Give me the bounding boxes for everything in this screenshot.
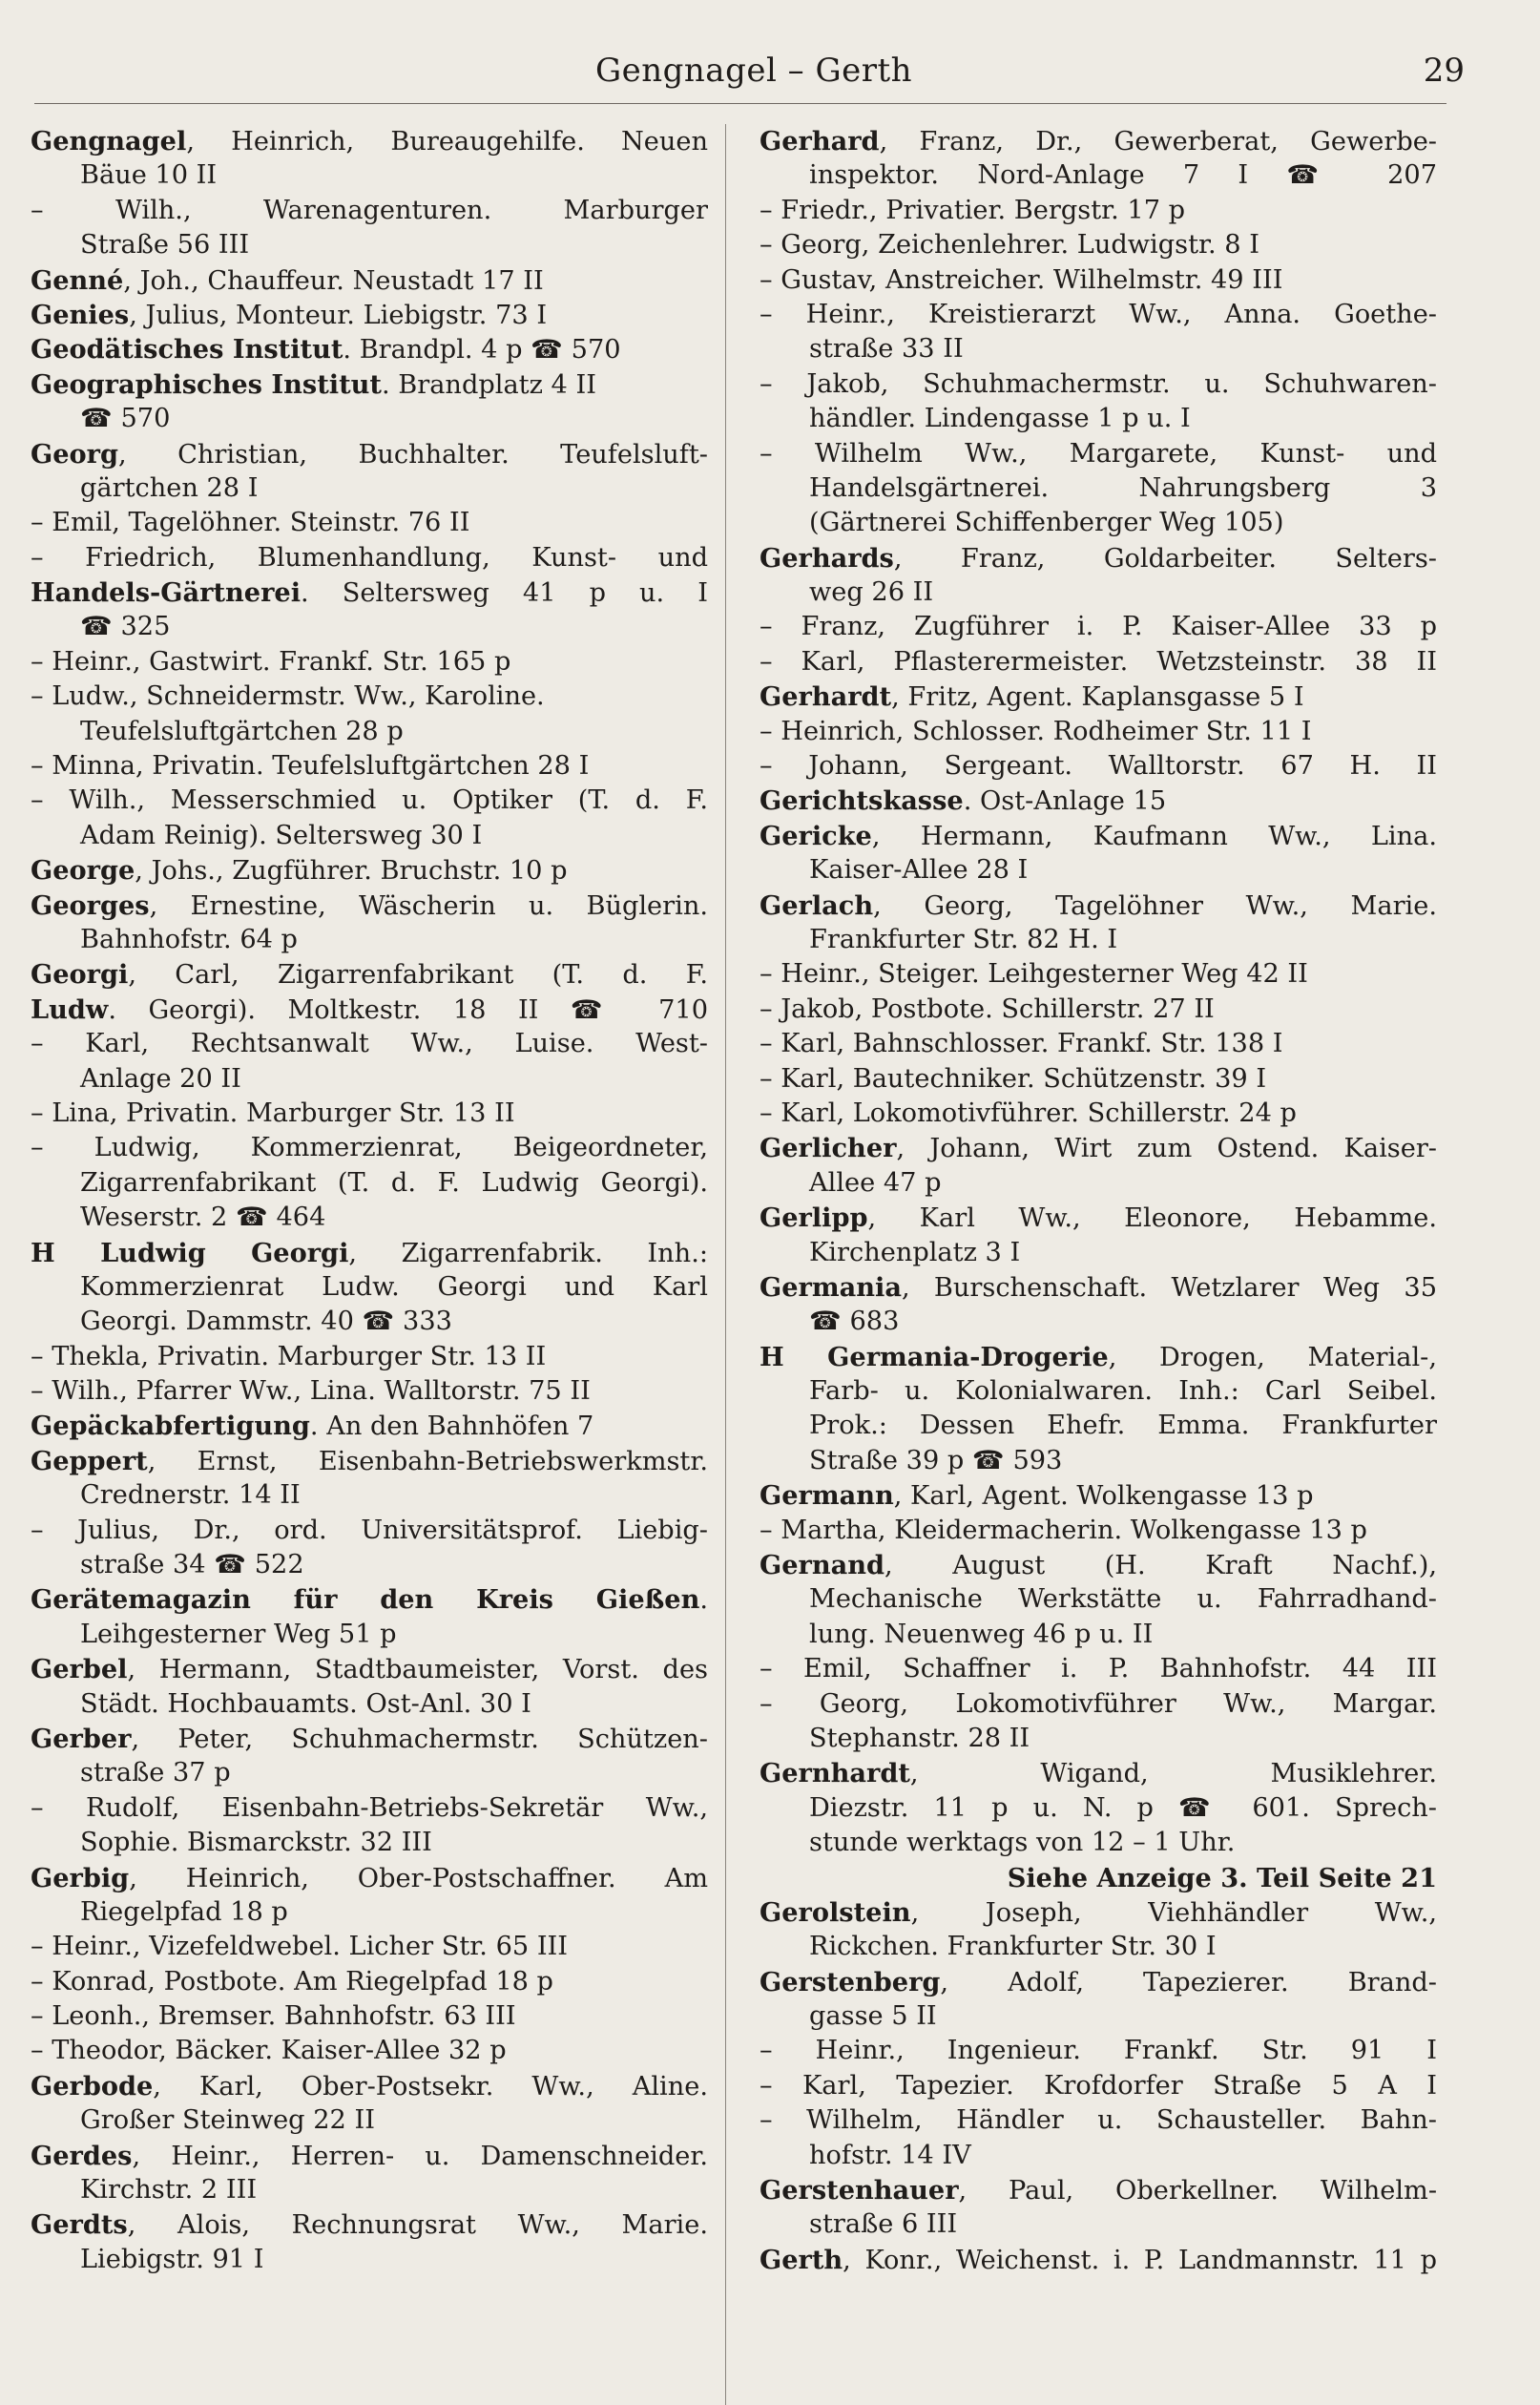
directory-line bbox=[760, 1652, 1437, 1686]
directory-line bbox=[760, 367, 1437, 402]
entry-name: Geographisches Institut bbox=[31, 368, 382, 400]
directory-line bbox=[760, 124, 1437, 158]
directory-line-text: Kirchenplatz 3 I bbox=[809, 1237, 1021, 1267]
directory-line bbox=[31, 1687, 708, 1722]
directory-line bbox=[760, 1582, 1437, 1617]
directory-line-text: Gernand, August (H. Kraft Nachf.), bbox=[760, 1550, 1437, 1581]
directory-line-text: (Gärtnerei Schiffenberger Weg 105) bbox=[809, 508, 1284, 538]
directory-line bbox=[31, 367, 708, 402]
directory-line bbox=[31, 1618, 708, 1652]
directory-line bbox=[31, 1131, 708, 1165]
directory-line bbox=[760, 1201, 1437, 1235]
directory-line bbox=[760, 1131, 1437, 1165]
directory-line-text: Teufelsluftgärtchen 28 p bbox=[80, 716, 404, 746]
directory-line bbox=[31, 957, 708, 992]
directory-line bbox=[31, 784, 708, 818]
directory-line-text: Gerbode, Karl, Ober-Postsekr. Ww., Aline. bbox=[31, 2070, 708, 2102]
directory-line-text: – Karl, Tapezier. Krofdorfer Straße 5 A I bbox=[760, 2070, 1437, 2101]
directory-line bbox=[760, 332, 1437, 366]
directory-line bbox=[760, 158, 1437, 193]
directory-line bbox=[31, 2103, 708, 2138]
directory-line bbox=[760, 819, 1437, 853]
directory-line bbox=[31, 298, 708, 332]
directory-line-text: Genné, Joh., Chauffeur. Neustadt 17 II bbox=[31, 264, 544, 296]
directory-line bbox=[31, 1965, 708, 1999]
directory-line-text: Gerätemagazin für den Kreis Gießen. bbox=[31, 1584, 708, 1616]
entry-name: Gericke bbox=[760, 820, 872, 851]
directory-line-text: – Wilhelm, Händler u. Schausteller. Bahn- bbox=[760, 2105, 1437, 2136]
directory-line bbox=[31, 1999, 708, 2034]
directory-line bbox=[760, 1444, 1437, 1478]
running-title: Gengnagel – Gerth bbox=[594, 52, 913, 90]
directory-line-text: – Heinr., Kreistierarzt Ww., Anna. Goethe- bbox=[760, 299, 1437, 329]
directory-line-text: Stephanstr. 28 II bbox=[809, 1723, 1030, 1753]
directory-line-text: gärtchen 28 I bbox=[80, 472, 259, 503]
directory-line-text: Liebigstr. 91 I bbox=[80, 2244, 264, 2274]
directory-line bbox=[760, 1756, 1437, 1790]
directory-line bbox=[31, 2207, 708, 2242]
directory-line bbox=[760, 1618, 1437, 1652]
directory-line bbox=[31, 2173, 708, 2207]
directory-line bbox=[760, 1409, 1437, 1443]
directory-line-text: Kaiser-Allee 28 I bbox=[809, 855, 1029, 886]
directory-line bbox=[31, 853, 708, 888]
directory-line-text: – Georg, Lokomotivführer Ww., Margar. bbox=[760, 1688, 1437, 1719]
entry-name: Siehe Anzeige 3 bbox=[1007, 1862, 1239, 1893]
directory-line-text: Geppert, Ernst, Eisenbahn-Betriebswerkmstr. bbox=[31, 1445, 708, 1476]
directory-line-text: straße 33 II bbox=[809, 334, 964, 365]
entry-name: H Germania-Drogerie bbox=[760, 1341, 1109, 1372]
directory-line bbox=[31, 332, 708, 366]
directory-line-text: H Germania-Drogerie, Drogen, Material-, bbox=[760, 1341, 1437, 1372]
page-number: 29 bbox=[1423, 52, 1465, 90]
directory-line-text: Rickchen. Frankfurter Str. 30 I bbox=[809, 1932, 1217, 1962]
directory-line bbox=[31, 575, 708, 610]
directory-line-text: Großer Steinweg 22 II bbox=[80, 2105, 375, 2136]
right-column bbox=[760, 124, 1437, 2376]
directory-line-text: Bäue 10 II bbox=[80, 160, 218, 191]
directory-line bbox=[760, 1895, 1437, 1930]
directory-line-text: – Gustav, Anstreicher. Wilhelmstr. 49 III bbox=[760, 264, 1283, 295]
directory-line bbox=[31, 645, 708, 680]
directory-line-text: – Karl, Bahnschlosser. Frankf. Str. 138 I bbox=[760, 1029, 1283, 1059]
entry-name: Georg bbox=[31, 438, 118, 470]
directory-line-text: Gerlicher, Johann, Wirt zum Ostend. Kaiser- bbox=[760, 1133, 1437, 1164]
entry-name: Georges bbox=[31, 889, 150, 921]
directory-line bbox=[760, 402, 1437, 436]
directory-line-text: Gerlipp, Karl Ww., Eleonore, Hebamme. bbox=[760, 1202, 1437, 1234]
directory-line-text: – Ludwig, Kommerzienrat, Beigeordneter, bbox=[31, 1133, 708, 1163]
directory-line bbox=[760, 575, 1437, 610]
directory-line-text: händler. Lindengasse 1 p u. I bbox=[809, 404, 1191, 434]
directory-line-text: – Wilhelm Ww., Margarete, Kunst- und bbox=[760, 438, 1437, 469]
directory-line-text: Straße 56 III bbox=[80, 230, 250, 261]
directory-line-text: Frankfurter Str. 82 H. I bbox=[809, 924, 1118, 954]
directory-line-text: Ludw. Georgi). Moltkestr. 18 II ☎ 710 bbox=[31, 993, 708, 1025]
directory-line bbox=[760, 194, 1437, 228]
directory-line-text: straße 6 III bbox=[809, 2209, 958, 2240]
directory-line-text: inspektor. Nord-Anlage 7 I ☎ 207 bbox=[809, 160, 1437, 191]
directory-line-text: Gerlach, Georg, Tagelöhner Ww., Marie. bbox=[760, 889, 1437, 921]
directory-line-text: – Leonh., Bremser. Bahnhofstr. 63 III bbox=[31, 2001, 516, 2032]
entry-name: Gepäckabfertigung bbox=[31, 1411, 310, 1442]
directory-line bbox=[760, 1166, 1437, 1201]
directory-line bbox=[31, 158, 708, 193]
directory-line bbox=[760, 437, 1437, 471]
column-divider bbox=[725, 124, 726, 2405]
directory-line bbox=[760, 506, 1437, 540]
entry-name: Gerbel bbox=[31, 1654, 128, 1685]
directory-line-text: ☎ 325 bbox=[80, 612, 171, 642]
entry-name: Gerdes bbox=[31, 2140, 133, 2171]
directory-line-text: Adam Reinig). Seltersweg 30 I bbox=[80, 820, 483, 850]
directory-line bbox=[760, 1514, 1437, 1548]
entry-name: Gerhards bbox=[760, 542, 894, 574]
entry-name: Gerhardt bbox=[760, 681, 892, 713]
directory-line-text: Kirchstr. 2 III bbox=[80, 2175, 258, 2206]
directory-line bbox=[760, 471, 1437, 506]
directory-line bbox=[760, 610, 1437, 644]
directory-line-text: straße 34 ☎ 522 bbox=[80, 1550, 304, 1580]
entry-name: Gerstenberg bbox=[760, 1966, 941, 1997]
directory-line bbox=[31, 1166, 708, 1201]
directory-line bbox=[760, 2034, 1437, 2068]
directory-line-text: – Minna, Privatin. Teufelsluftgärtchen 28 I bbox=[31, 751, 590, 782]
entry-name: Geppert bbox=[31, 1445, 148, 1476]
directory-line bbox=[31, 1340, 708, 1374]
directory-line-text: – Jakob, Postbote. Schillerstr. 27 II bbox=[760, 993, 1215, 1024]
directory-line bbox=[31, 1861, 708, 1895]
directory-line-text: Anlage 20 II bbox=[80, 1063, 241, 1094]
directory-line-text: – Julius, Dr., ord. Universitätsprof. Liebig- bbox=[31, 1515, 708, 1545]
directory-line bbox=[31, 1722, 708, 1756]
directory-line-text: Genies, Julius, Monteur. Liebigstr. 73 I bbox=[31, 299, 548, 330]
directory-line bbox=[760, 1548, 1437, 1582]
directory-line bbox=[31, 1305, 708, 1339]
directory-line-text: – Heinr., Steiger. Leihgesterner Weg 42 II bbox=[760, 959, 1308, 990]
directory-line-text: Riegelpfad 18 p bbox=[80, 1896, 288, 1927]
directory-line bbox=[31, 1374, 708, 1409]
directory-line-text: Gerber, Peter, Schuhmachermstr. Schützen- bbox=[31, 1723, 708, 1754]
entry-name: Germann bbox=[760, 1480, 894, 1512]
directory-line bbox=[31, 2243, 708, 2277]
directory-line bbox=[31, 993, 708, 1027]
directory-line bbox=[31, 1270, 708, 1305]
directory-line bbox=[760, 784, 1437, 818]
directory-line-text: Mechanische Werkstätte u. Fahrradhand- bbox=[809, 1584, 1437, 1615]
directory-line-text: Diezstr. 11 p u. N. p ☎ 601. Sprech- bbox=[809, 1792, 1437, 1823]
directory-line-text: Gerhard, Franz, Dr., Gewerberat, Gewerbe- bbox=[760, 126, 1437, 157]
directory-line-text: Gerolstein, Joseph, Viehhändler Ww., bbox=[760, 1896, 1437, 1928]
entry-name: Georgi bbox=[31, 959, 129, 991]
directory-line-text: Handels-Gärtnerei. Seltersweg 41 p u. I bbox=[31, 577, 708, 609]
directory-line bbox=[31, 471, 708, 506]
entry-name: Geodätisches Institut bbox=[31, 334, 343, 366]
directory-line-text: – Friedr., Privatier. Bergstr. 17 p bbox=[760, 195, 1186, 225]
directory-line bbox=[760, 298, 1437, 332]
entry-name: George bbox=[31, 855, 135, 887]
directory-line-text: H Ludwig Georgi, Zigarrenfabrik. Inh.: bbox=[31, 1237, 708, 1268]
directory-line-text: Gerbig, Heinrich, Ober-Postschaffner. Am bbox=[31, 1862, 708, 1893]
directory-line-text: – Karl, Rechtsanwalt Ww., Luise. West- bbox=[31, 1029, 708, 1059]
directory-line-text: – Karl, Lokomotivführer. Schillerstr. 24 p bbox=[760, 1098, 1297, 1128]
page-header bbox=[0, 46, 1540, 103]
directory-line-text: ☎ 683 bbox=[809, 1307, 900, 1337]
directory-line bbox=[31, 124, 708, 158]
directory-line-text: – Wilh., Warenagenturen. Marburger bbox=[31, 195, 708, 225]
directory-line bbox=[760, 957, 1437, 992]
directory-line-text: – Heinr., Vizefeldwebel. Licher Str. 65 III bbox=[31, 1932, 569, 1962]
directory-line-text: – Wilh., Messerschmied u. Optiker (T. d. F. bbox=[31, 785, 708, 816]
directory-line-text: – Martha, Kleidermacherin. Wolkengasse 13 p bbox=[760, 1515, 1367, 1545]
entry-name: Gerlipp bbox=[760, 1202, 868, 1234]
directory-line-text: Farb- u. Kolonialwaren. Inh.: Carl Seibel. bbox=[809, 1376, 1437, 1407]
directory-line bbox=[31, 2034, 708, 2068]
header-rule bbox=[34, 103, 1446, 104]
entry-name: H Ludwig Georgi bbox=[31, 1237, 349, 1268]
directory-line bbox=[31, 1409, 708, 1443]
directory-line bbox=[760, 889, 1437, 923]
directory-line-text: straße 37 p bbox=[80, 1758, 231, 1788]
directory-line bbox=[31, 2139, 708, 2173]
directory-line bbox=[31, 1826, 708, 1860]
directory-line bbox=[760, 680, 1437, 714]
directory-line bbox=[760, 1826, 1437, 1860]
directory-line bbox=[760, 1478, 1437, 1513]
directory-line-text: – Wilh., Pfarrer Ww., Lina. Walltorstr. 75 II bbox=[31, 1376, 591, 1407]
entry-name: Gernand bbox=[760, 1550, 884, 1581]
directory-line-text: – Jakob, Schuhmachermstr. u. Schuhwaren- bbox=[760, 368, 1437, 399]
directory-line-text: stunde werktags von 12 – 1 Uhr. bbox=[809, 1828, 1236, 1858]
entry-name: Gerth bbox=[760, 2244, 843, 2275]
directory-line-text: Gerdes, Heinr., Herren- u. Damenschneider. bbox=[31, 2140, 708, 2171]
directory-line bbox=[31, 1895, 708, 1930]
directory-line bbox=[31, 1791, 708, 1826]
directory-line-text: Georg, Christian, Buchhalter. Teufelsluft- bbox=[31, 438, 708, 470]
directory-line bbox=[31, 1027, 708, 1061]
directory-line-text: hofstr. 14 IV bbox=[809, 2140, 971, 2170]
directory-line-text: Straße 39 p ☎ 593 bbox=[809, 1445, 1063, 1475]
directory-line-text: Gerstenhauer, Paul, Oberkellner. Wilhelm- bbox=[760, 2175, 1437, 2206]
directory-line-text: Kommerzienrat Ludw. Georgi und Karl bbox=[80, 1271, 708, 1302]
directory-line bbox=[760, 645, 1437, 680]
directory-line-text: Gerth, Konr., Weichenst. i. P. Landmannstr. 11 p bbox=[760, 2244, 1437, 2275]
directory-line bbox=[31, 1478, 708, 1513]
directory-line bbox=[760, 1861, 1437, 1895]
directory-line-text: – Karl, Bautechniker. Schützenstr. 39 I bbox=[760, 1063, 1267, 1094]
directory-line bbox=[31, 541, 708, 575]
directory-line-text: Weserstr. 2 ☎ 464 bbox=[80, 1202, 326, 1233]
directory-line bbox=[760, 2139, 1437, 2173]
directory-line-text: Zigarrenfabrikant (T. d. F. Ludwig Georgi). bbox=[80, 1167, 708, 1198]
directory-line bbox=[31, 1444, 708, 1478]
directory-line bbox=[760, 1374, 1437, 1409]
directory-line bbox=[31, 923, 708, 957]
directory-line bbox=[31, 889, 708, 923]
directory-line-text: – Theodor, Bäcker. Kaiser-Allee 32 p bbox=[31, 2036, 507, 2066]
directory-line bbox=[31, 1201, 708, 1235]
directory-line bbox=[760, 1062, 1437, 1097]
directory-line bbox=[31, 228, 708, 262]
directory-line bbox=[31, 2069, 708, 2103]
directory-line bbox=[760, 2207, 1437, 2242]
directory-line-text: Prok.: Dessen Ehefr. Emma. Frankfurter bbox=[809, 1411, 1437, 1441]
directory-line bbox=[760, 1999, 1437, 2034]
directory-line bbox=[31, 1652, 708, 1686]
entry-name: Handels-Gärtnerei bbox=[31, 577, 302, 609]
directory-line bbox=[760, 1687, 1437, 1722]
entry-name: Gerbode bbox=[31, 2070, 154, 2102]
directory-line bbox=[31, 506, 708, 540]
directory-line-text: – Ludw., Schneidermstr. Ww., Karoline. bbox=[31, 681, 545, 712]
directory-line bbox=[31, 819, 708, 853]
directory-line bbox=[31, 194, 708, 228]
directory-line-text: – Emil, Schaffner i. P. Bahnhofstr. 44 III bbox=[760, 1654, 1437, 1684]
directory-line bbox=[31, 1236, 708, 1270]
directory-line-text: Bahnhofstr. 64 p bbox=[80, 924, 298, 954]
directory-line-text: Georgi, Carl, Zigarrenfabrikant (T. d. F. bbox=[31, 959, 708, 991]
directory-line bbox=[760, 2173, 1437, 2207]
directory-line-text: Gerstenberg, Adolf, Tapezierer. Brand- bbox=[760, 1966, 1437, 1997]
entry-name: Gerdts bbox=[31, 2209, 128, 2241]
directory-line-text: – Konrad, Postbote. Am Riegelpfad 18 p bbox=[31, 1966, 553, 1997]
entry-name: Ludw bbox=[31, 993, 109, 1025]
directory-line-text: Gerhards, Franz, Goldarbeiter. Selters- bbox=[760, 542, 1437, 574]
directory-line bbox=[31, 749, 708, 784]
directory-line-text: Germann, Karl, Agent. Wolkengasse 13 p bbox=[760, 1480, 1314, 1512]
directory-line-text: ☎ 570 bbox=[80, 404, 171, 434]
directory-line-text: – Thekla, Privatin. Marburger Str. 13 II bbox=[31, 1341, 547, 1371]
directory-line-text: Städt. Hochbauamts. Ost-Anl. 30 I bbox=[80, 1688, 531, 1719]
directory-line bbox=[31, 1548, 708, 1582]
directory-line-text: Crednerstr. 14 II bbox=[80, 1480, 301, 1511]
directory-line-text: Georgi. Dammstr. 40 ☎ 333 bbox=[80, 1307, 452, 1337]
directory-line bbox=[760, 1236, 1437, 1270]
entry-name: Gerbig bbox=[31, 1862, 130, 1893]
directory-line bbox=[31, 437, 708, 471]
directory-line bbox=[31, 1930, 708, 1964]
directory-line bbox=[31, 263, 708, 298]
directory-line bbox=[760, 2103, 1437, 2138]
directory-line bbox=[760, 1722, 1437, 1756]
entry-name: Gengnagel bbox=[31, 126, 187, 157]
directory-line bbox=[760, 2243, 1437, 2277]
entry-name: Gerhard bbox=[760, 126, 880, 157]
directory-line-text: Germania, Burschenschaft. Wetzlarer Weg 35 bbox=[760, 1271, 1437, 1303]
directory-line-text: Sophie. Bismarckstr. 32 III bbox=[80, 1828, 432, 1858]
directory-line-text: Allee 47 p bbox=[809, 1167, 942, 1198]
entry-name: Gerätemagazin für den Kreis Gießen bbox=[31, 1584, 700, 1616]
directory-line bbox=[760, 263, 1437, 298]
directory-line bbox=[760, 228, 1437, 262]
directory-line-text: Gerichtskasse. Ost-Anlage 15 bbox=[760, 785, 1167, 817]
directory-line bbox=[31, 610, 708, 644]
directory-line bbox=[31, 1062, 708, 1097]
directory-line-text: – Heinr., Ingenieur. Frankf. Str. 91 I bbox=[760, 2036, 1437, 2066]
directory-line-text: Gerhardt, Fritz, Agent. Kaplansgasse 5 I bbox=[760, 681, 1304, 713]
directory-line-text: – Heinrich, Schlosser. Rodheimer Str. 11 I bbox=[760, 716, 1312, 746]
directory-line-text: Gengnagel, Heinrich, Bureaugehilfe. Neuen bbox=[31, 126, 708, 157]
directory-line-text: Leihgesterner Weg 51 p bbox=[80, 1619, 397, 1649]
directory-line-text: – Georg, Zeichenlehrer. Ludwigstr. 8 I bbox=[760, 230, 1259, 261]
directory-line bbox=[31, 1756, 708, 1790]
directory-line bbox=[760, 1270, 1437, 1305]
directory-line-text: – Lina, Privatin. Marburger Str. 13 II bbox=[31, 1098, 515, 1128]
directory-line bbox=[760, 749, 1437, 784]
entry-name: Gerlach bbox=[760, 889, 874, 921]
entry-name: Gerlicher bbox=[760, 1133, 897, 1164]
directory-line-text: Handelsgärtnerei. Nahrungsberg 3 bbox=[809, 472, 1437, 503]
directory-line bbox=[760, 2069, 1437, 2103]
directory-line bbox=[760, 541, 1437, 575]
directory-line-text: – Friedrich, Blumenhandlung, Kunst- und bbox=[31, 542, 708, 573]
directory-line-text: Siehe Anzeige 3. Teil Seite 21 bbox=[1007, 1862, 1437, 1893]
directory-line-text: Gerdts, Alois, Rechnungsrat Ww., Marie. bbox=[31, 2209, 708, 2241]
directory-line bbox=[760, 993, 1437, 1027]
directory-line-text: Georges, Ernestine, Wäscherin u. Büglerin. bbox=[31, 889, 708, 921]
directory-line-text: weg 26 II bbox=[809, 577, 934, 608]
directory-line-text: George, Johs., Zugführer. Bruchstr. 10 p bbox=[31, 855, 568, 887]
directory-line bbox=[31, 1582, 708, 1617]
directory-line-text: – Johann, Sergeant. Walltorstr. 67 H. II bbox=[760, 751, 1437, 782]
entry-name: Gernhardt bbox=[760, 1758, 910, 1789]
directory-line-text: Gericke, Hermann, Kaufmann Ww., Lina. bbox=[760, 820, 1437, 851]
directory-line-text: gasse 5 II bbox=[809, 2001, 937, 2032]
directory-line bbox=[31, 402, 708, 436]
entry-name: Gerichtskasse bbox=[760, 785, 964, 817]
directory-line bbox=[31, 1097, 708, 1131]
directory-line bbox=[760, 715, 1437, 749]
directory-line bbox=[31, 1514, 708, 1548]
directory-line bbox=[760, 1791, 1437, 1826]
directory-line bbox=[760, 1305, 1437, 1339]
entry-name: Gerstenhauer bbox=[760, 2175, 959, 2206]
entry-name: Genies bbox=[31, 299, 130, 330]
directory-line bbox=[760, 1930, 1437, 1964]
directory-line bbox=[31, 680, 708, 714]
directory-line-text: – Karl, Pflasterermeister. Wetzsteinstr. 38 II bbox=[760, 646, 1437, 677]
directory-line-text: lung. Neuenweg 46 p u. II bbox=[809, 1619, 1154, 1649]
left-column bbox=[31, 124, 708, 2376]
directory-line bbox=[760, 853, 1437, 888]
directory-line-text: – Rudolf, Eisenbahn-Betriebs-Sekretär Ww., bbox=[31, 1792, 708, 1823]
directory-line bbox=[760, 1340, 1437, 1374]
directory-line bbox=[760, 923, 1437, 957]
directory-line-text: – Heinr., Gastwirt. Frankf. Str. 165 p bbox=[31, 646, 511, 677]
entry-name: Germania bbox=[760, 1271, 902, 1303]
directory-line bbox=[760, 1097, 1437, 1131]
directory-line-text: Gepäckabfertigung. An den Bahnhöfen 7 bbox=[31, 1411, 594, 1442]
directory-line bbox=[760, 1965, 1437, 1999]
directory-line-text: Gernhardt, Wigand, Musiklehrer. bbox=[760, 1758, 1437, 1789]
directory-line-text: Geodätisches Institut. Brandpl. 4 p ☎ 570 bbox=[31, 334, 621, 366]
directory-line bbox=[31, 715, 708, 749]
directory-line bbox=[760, 1027, 1437, 1061]
directory-line-text: – Emil, Tagelöhner. Steinstr. 76 II bbox=[31, 508, 470, 538]
entry-name: Genné bbox=[31, 264, 124, 296]
directory-line-text: Gerbel, Hermann, Stadtbaumeister, Vorst. des bbox=[31, 1654, 708, 1685]
entry-name: Gerber bbox=[31, 1723, 132, 1754]
directory-line-text: Geographisches Institut. Brandplatz 4 II bbox=[31, 368, 596, 400]
directory-line-text: – Franz, Zugführer i. P. Kaiser-Allee 33 p bbox=[760, 612, 1437, 642]
entry-name: Gerolstein bbox=[760, 1896, 911, 1928]
